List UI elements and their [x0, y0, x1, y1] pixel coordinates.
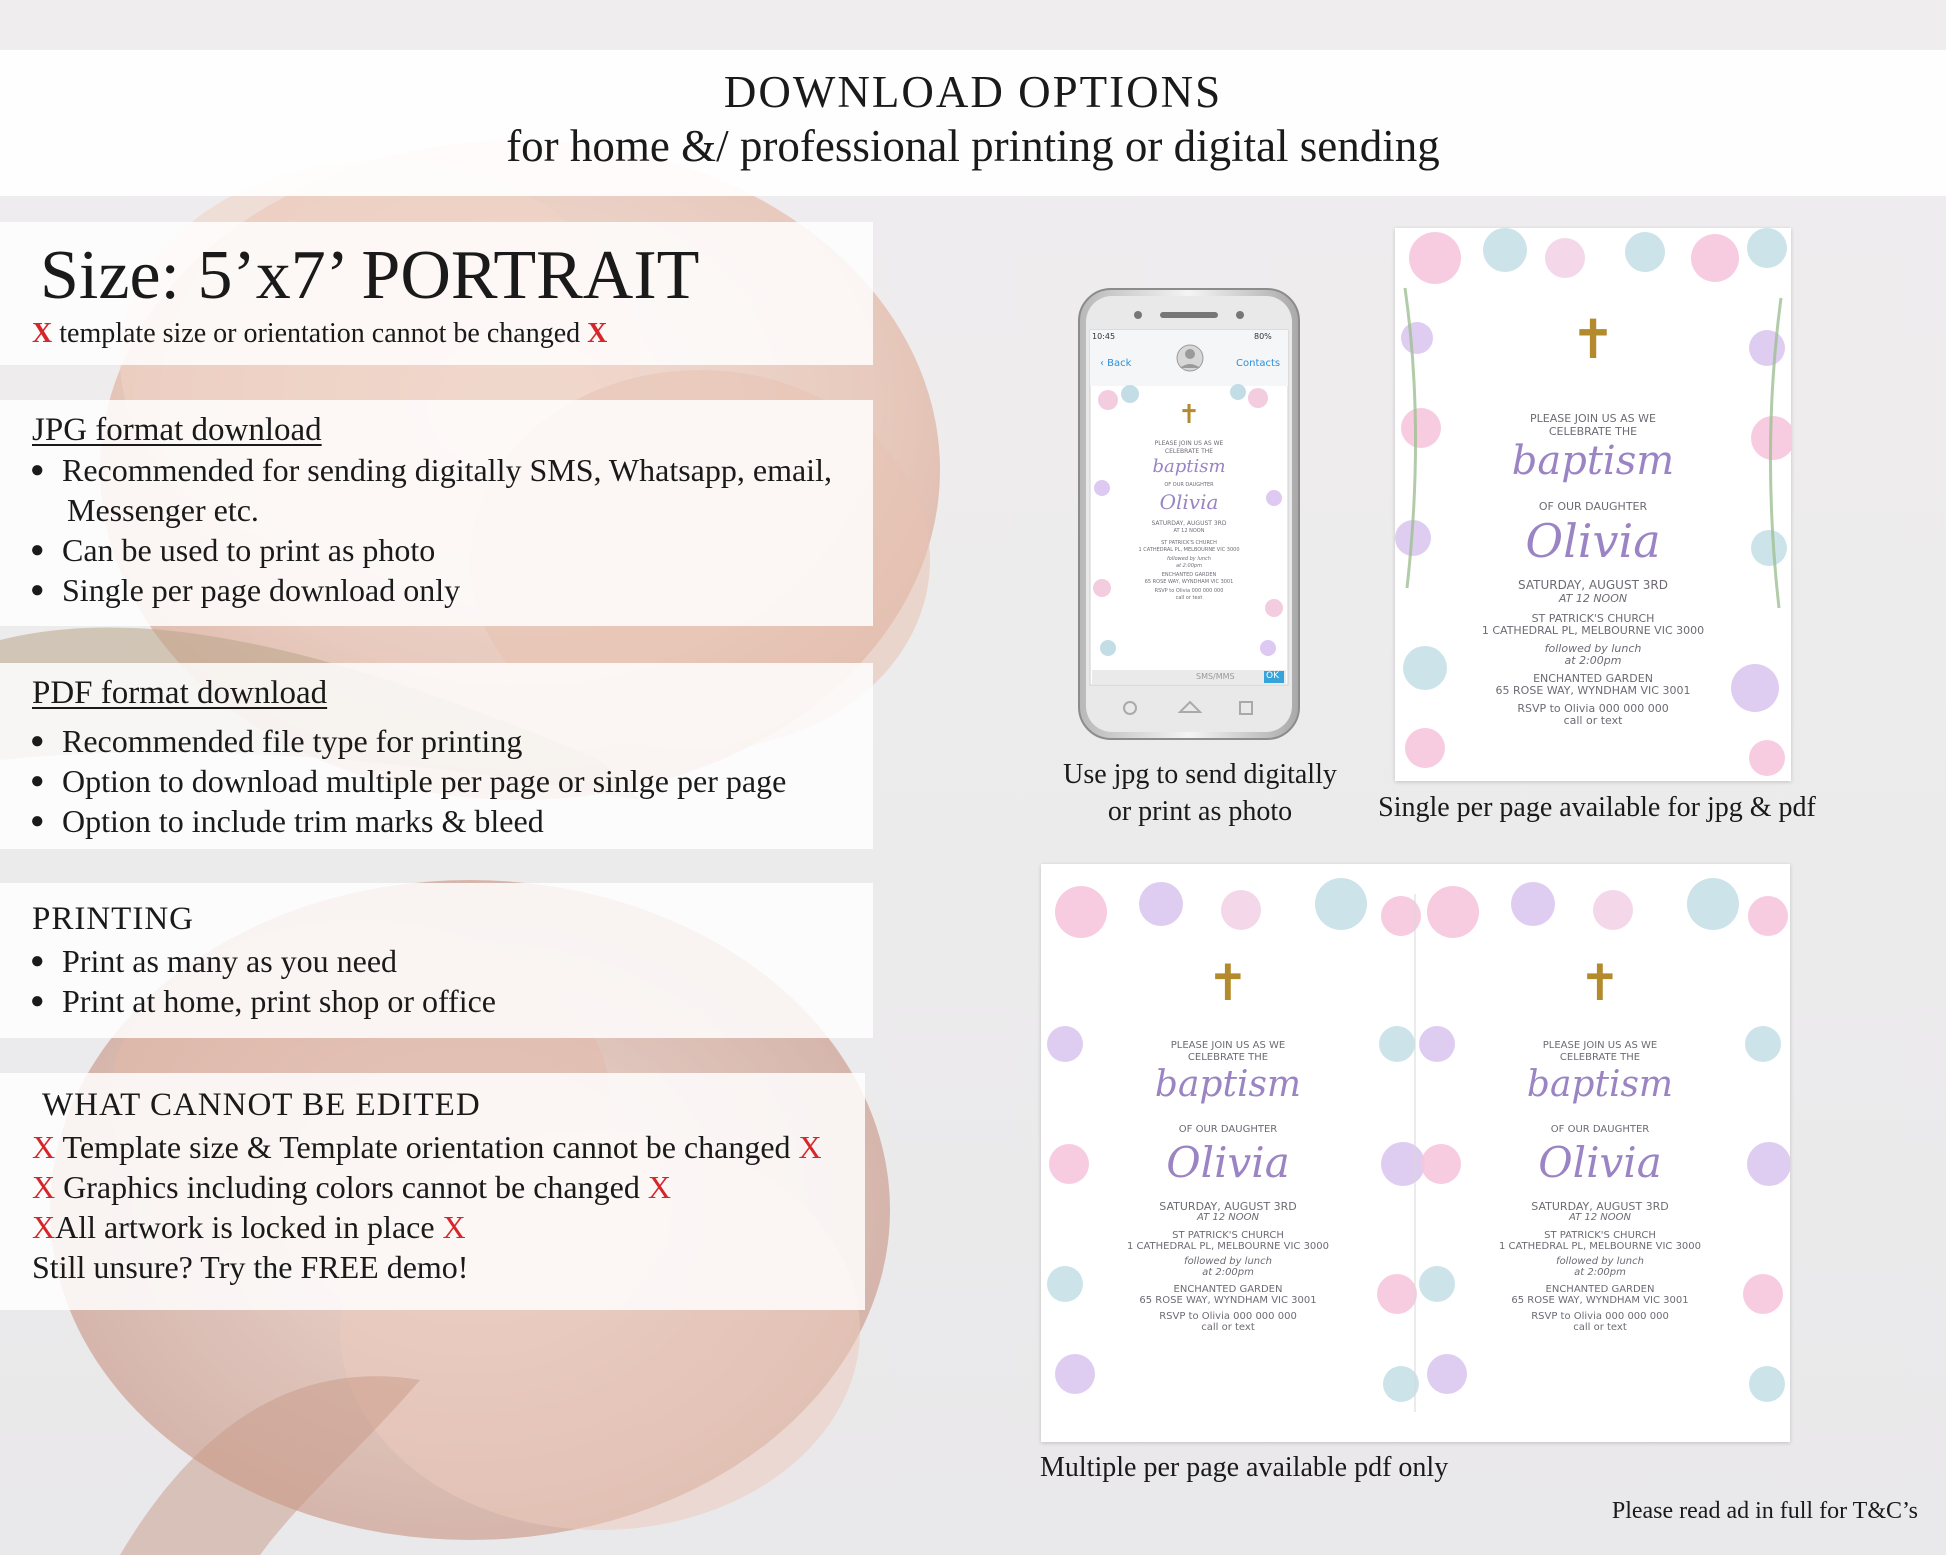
cross-icon: ✝ [1579, 954, 1621, 1012]
invitation-text: ENCHANTED GARDEN [1533, 672, 1653, 685]
list-item: ● Recommended for sending digitally SMS, Whatsapp, email, [30, 450, 832, 490]
list-item: ● Recommended file type for printing [30, 721, 786, 761]
jpg-bullet-list [30, 450, 832, 610]
invitation-text: at 2:00pm [1176, 563, 1202, 569]
cross-icon: ✝ [1178, 400, 1200, 430]
list-item: ● Single per page download only [30, 570, 832, 610]
pdf-heading: PDF format download [32, 675, 328, 711]
invitation-name: Olivia [1525, 514, 1661, 568]
invitation-text: ST PATRICK'S CHURCH [1544, 1230, 1656, 1241]
invitation-text: call or text [1563, 714, 1623, 727]
invitation-text: PLEASE JOIN US AS WE [1530, 412, 1656, 425]
jpg-panel [0, 400, 873, 626]
invitation-name: Olivia [1538, 1138, 1662, 1187]
invitation-text: RSVP to Olivia 000 000 000 [1159, 1311, 1297, 1322]
invitation-text: 65 ROSE WAY, WYNDHAM VIC 3001 [1495, 684, 1691, 697]
invitation-text: RSVP to Olivia 000 000 000 [1154, 588, 1224, 594]
size-note [32, 318, 607, 350]
header-band [0, 50, 1946, 196]
invitation-text: PLEASE JOIN US AS WE [1154, 440, 1224, 447]
list-item: ● Print at home, print shop or office [30, 981, 496, 1021]
list-item: ● Can be used to print as photo [30, 530, 832, 570]
phone-time: 10:45 [1092, 332, 1116, 341]
invitation-text: ST PATRICK'S CHURCH [1531, 612, 1655, 625]
invitation-text: AT 12 NOON [1558, 592, 1628, 605]
list-item-text: All artwork is locked in place [55, 1209, 435, 1245]
invitation-text: CELEBRATE THE [1548, 425, 1638, 438]
invitation-text: 65 ROSE WAY, WYNDHAM VIC 3001 [1139, 1295, 1317, 1306]
invitation-text: ST PATRICK'S CHURCH [1172, 1230, 1284, 1241]
phone-caption-line: or print as photo [1107, 796, 1293, 827]
printing-bullet-list [30, 941, 496, 1021]
jpg-heading: JPG format download [32, 412, 322, 448]
list-item: ● Print as many as you need [30, 941, 496, 981]
invitation-text: CELEBRATE THE [1164, 448, 1214, 455]
x-mark-icon: X [442, 1209, 466, 1245]
invitation-text: OF OUR DAUGHTER [1178, 1124, 1278, 1135]
invitation-text: AT 12 NOON [1196, 1212, 1259, 1223]
invitation-text: 1 CATHEDRAL PL, MELBOURNE VIC 3000 [1481, 624, 1705, 637]
invitation-text: at 2:00pm [1574, 1267, 1626, 1278]
invitation-text: CELEBRATE THE [1559, 1052, 1641, 1063]
invitation-name: Olivia [1159, 490, 1219, 514]
printing-panel [0, 883, 873, 1038]
list-item-text: Template size & Template orientation cannot be changed [62, 1129, 791, 1165]
phone-contacts-button[interactable]: Contacts [1236, 358, 1281, 369]
x-mark-icon: X [798, 1129, 822, 1165]
x-mark-icon: X [587, 318, 608, 349]
invitation-event: baptism [1526, 1064, 1674, 1105]
multi-invitation-right [1415, 954, 1785, 1374]
footer-note: Please read ad in full for T&C’s [1611, 1498, 1918, 1524]
invitation-text: ST PATRICK'S CHURCH [1161, 540, 1217, 546]
invitation-text: 65 ROSE WAY, WYNDHAM VIC 3001 [1511, 1295, 1689, 1306]
phone-invitation [1090, 400, 1288, 670]
multi-invitation-card [1041, 864, 1790, 1442]
invitation-text: CELEBRATE THE [1187, 1052, 1269, 1063]
invitation-event: baptism [1154, 1064, 1302, 1105]
invitation-text: ENCHANTED GARDEN [1161, 572, 1217, 578]
invitation-text: ENCHANTED GARDEN [1173, 1284, 1283, 1295]
invitation-text: PLEASE JOIN US AS WE [1542, 1040, 1658, 1051]
size-panel [0, 222, 873, 365]
pdf-bullet-list [30, 721, 786, 841]
multi-invitation-left [1041, 954, 1415, 1374]
cannot-edit-panel [0, 1073, 865, 1310]
invitation-text: SATURDAY, AUGUST 3RD [1531, 1200, 1669, 1213]
invitation-text: at 2:00pm [1202, 1267, 1254, 1278]
invitation-text: SATURDAY, AUGUST 3RD [1151, 520, 1227, 527]
list-item: ● Option to download multiple per page or sinlge per page [30, 761, 786, 801]
free-demo-text: Still unsure? Try the FREE demo! [32, 1249, 469, 1285]
x-mark-icon: X [32, 1129, 56, 1165]
invitation-event: baptism [1152, 456, 1226, 477]
x-mark-icon: X [32, 318, 53, 349]
invitation-text: RSVP to Olivia 000 000 000 [1517, 702, 1669, 715]
phone-mockup [1078, 288, 1300, 740]
x-mark-icon: X [32, 1209, 56, 1245]
size-title: Size: 5’x7’ PORTRAIT [40, 237, 700, 314]
invitation-text: OF OUR DAUGHTER [1164, 482, 1214, 488]
invitation-text: 1 CATHEDRAL PL, MELBOURNE VIC 3000 [1498, 1241, 1702, 1252]
single-invitation-card [1395, 228, 1791, 781]
invitation-text: 1 CATHEDRAL PL, MELBOURNE VIC 3000 [1126, 1241, 1330, 1252]
invitation-text: SATURDAY, AUGUST 3RD [1159, 1200, 1297, 1213]
invitation-text: ENCHANTED GARDEN [1545, 1284, 1655, 1295]
invitation-text: call or text [1201, 1322, 1255, 1333]
cannot-edit-heading: WHAT CANNOT BE EDITED [42, 1087, 481, 1123]
invitation-text: at 2:00pm [1564, 654, 1622, 667]
invitation-text: PLEASE JOIN US AS WE [1170, 1040, 1286, 1051]
invitation-text: OF OUR DAUGHTER [1538, 500, 1648, 513]
page-title: DOWNLOAD OPTIONS [723, 67, 1223, 117]
invitation-text: followed by lunch [1167, 556, 1211, 562]
invitation-text: followed by lunch [1184, 1256, 1272, 1267]
invitation-text: RSVP to Olivia 000 000 000 [1531, 1311, 1669, 1322]
invitation-text: followed by lunch [1556, 1256, 1644, 1267]
invitation-text: AT 12 NOON [1568, 1212, 1631, 1223]
invitation-name: Olivia [1166, 1138, 1290, 1187]
invitation-text: 65 ROSE WAY, WYNDHAM VIC 3001 [1144, 579, 1234, 585]
invitation-text: 1 CATHEDRAL PL, MELBOURNE VIC 3000 [1138, 547, 1240, 553]
invitation-text: SATURDAY, AUGUST 3RD [1518, 578, 1668, 592]
printing-heading: PRINTING [32, 901, 194, 937]
phone-caption-line: Use jpg to send digitally [1063, 759, 1337, 790]
cannot-edit-list [32, 1127, 822, 1287]
multi-caption: Multiple per page available pdf only [1040, 1452, 1449, 1483]
phone-battery: 80% [1254, 332, 1272, 341]
phone-sms-input[interactable]: SMS/MMS [1196, 672, 1235, 681]
x-mark-icon: X [647, 1169, 671, 1205]
page-subtitle: for home &/ professional printing or digital sending [506, 121, 1440, 171]
phone-ok-button[interactable]: OK [1266, 671, 1279, 681]
list-item-text: Graphics including colors cannot be changed [63, 1169, 640, 1205]
invitation-text: followed by lunch [1544, 642, 1642, 655]
phone-back-button[interactable]: ‹ Back [1100, 358, 1132, 369]
list-item [32, 1127, 822, 1167]
invitation-event: baptism [1511, 438, 1675, 484]
cross-icon: ✝ [1570, 308, 1616, 371]
x-mark-icon: X [32, 1169, 56, 1205]
invitation-text: AT 12 NOON [1173, 528, 1205, 534]
pdf-panel [0, 663, 873, 849]
invitation-text: call or text [1175, 595, 1203, 601]
list-item: ● Option to include trim marks & bleed [30, 801, 786, 841]
invitation-text: OF OUR DAUGHTER [1550, 1124, 1650, 1135]
single-invitation-text [1395, 308, 1791, 728]
single-caption: Single per page available for jpg & pdf [1378, 792, 1816, 823]
cross-icon: ✝ [1207, 954, 1249, 1012]
size-note-text: template size or orientation cannot be changed [59, 318, 581, 349]
invitation-text: call or text [1573, 1322, 1627, 1333]
list-item: Messenger etc. [67, 492, 259, 528]
phone-caption [1040, 756, 1360, 830]
list-item [32, 1167, 822, 1207]
list-item [32, 1207, 822, 1247]
